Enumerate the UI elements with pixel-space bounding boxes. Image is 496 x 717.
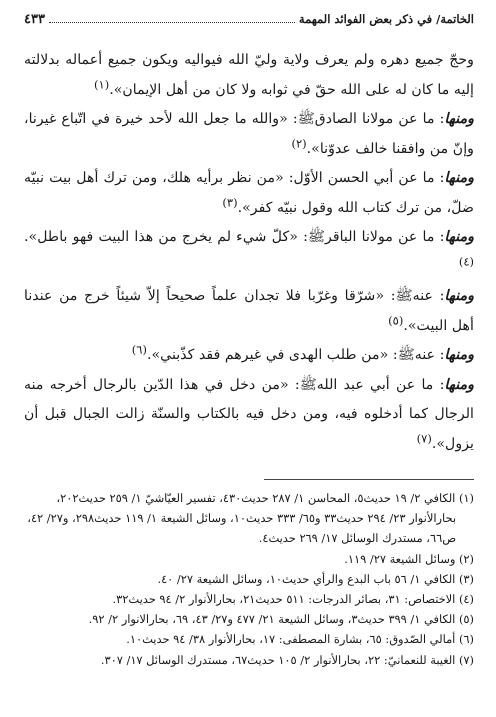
footnote-ref[interactable]: (٢) (291, 135, 307, 150)
footnote-ref[interactable]: (٣) (222, 194, 238, 209)
footnote-ref[interactable]: (١) (94, 76, 110, 91)
book-page (24, 12, 474, 702)
header-dot-leader (49, 22, 295, 23)
paragraph: ومنها: عنهﷺ: «من طلب الهدى في غيرهم فقد كذّبني».$^{(٦)}$ (131, 342, 474, 363)
paragraph: ومنها: ما عن مولانا الصادقﷺ: «والله ما جعل الله لأحد خيرة في اتّباع غيرنا، وإنّ من وافقنا خالف عدوّنا».$^{(٢)}$ (24, 111, 474, 157)
paragraph: وحجّ جميع دهره ولم يعرف ولاية وليّ الله فيواليه ويكون جميع أعماله بدلالته إليه ما كان له على الله حقّ في ثوابه ولا كان من أهل الإيمان».$^{(١)}$ (24, 52, 474, 98)
paragraph: ومنها: ما عن مولانا الباقرﷺ: «كلّ شيء لم يخرج من هذا البيت فهو باطل».$^{(٤)}$ (24, 229, 474, 268)
paragraph-lead: ومنها (444, 376, 474, 393)
footnote-item: (٦) أمالي الصّدوق: ٦٥، بشارة المصطفى: ١٧، بحارالأنوار ٣٨/ ٩٤ حديث١٠. (126, 632, 474, 647)
main-text (24, 46, 474, 459)
paragraph-lead: ومنها (444, 347, 474, 363)
footnote-item: (٢) وسائل الشيعة ٢٧/ ١١٩. (344, 551, 474, 566)
page-number: ٤٣٣ (24, 12, 45, 27)
footnote-item: (٥) الكافي ١/ ٣٩٩ حديث٣، وسائل الشيعة ٢١/ ٤٧٧ و٢٧/ ٤٣، ٦٩، بحارالانوار ٢/ ٩٢. (88, 612, 474, 627)
header-title: الخاتمة/ في ذكر بعض الفوائد المهمة (298, 12, 474, 26)
paragraph-lead: ومنها (444, 111, 474, 127)
paragraph: ومنها: عنهﷺ: «شرّقا وغرّبا فلا تجدان علماً صحيحاً إلاّ شيئاً خرج من عندنا أهل البيت».$^{(٥)}$ (24, 288, 474, 334)
footnotes (24, 488, 474, 670)
footnote-item: (٤) الاختصاص: ٣١، بصائر الدرجات: ٥١١ حديث٢١، بحارالأنوار ٢/ ٩٤ حديث٣٢. (112, 592, 474, 607)
paragraph-lead: ومنها (444, 229, 474, 245)
paragraph: ومنها: ما عن أبي عبد اللهﷺ: «من دخل في هذا الدّين بالرجال أخرجه منه الرجال كما أدخلوه فيه، ومن دخل فيه بالكتاب والسنّة زالت الجبال قبل أن يزول».$^{(٧)}$ (24, 376, 474, 452)
footnote-separator (264, 479, 474, 480)
footnote-ref[interactable]: (٦) (131, 342, 147, 357)
footnote-ref[interactable]: (٥) (388, 312, 404, 327)
footnote-item: (٣) الكافي ١/ ٥٦ باب البدع والرأي حديث١٠، وسائل الشيعة ٢٧/ ٤٠. (157, 571, 474, 586)
footnote-ref[interactable]: (٧) (416, 430, 432, 445)
paragraph-lead: ومنها (444, 288, 474, 304)
footnote-item: (٧) الغيبة للنعمانيّ: ٢٢، بحارالأنوار ٢/ ١٠٥ حديث٦٧، مستدرك الوسائل ١٧/ ٣٠٧. (100, 652, 474, 667)
paragraph-lead: ومنها (444, 170, 474, 186)
running-header (24, 12, 474, 32)
footnote-ref[interactable]: (٤) (458, 253, 474, 268)
footnote-item: (١) الكافي ٢/ ١٩ حديث٥، المحاسن ١/ ٢٨٧ حديث٤٣٠، تفسير العيّاشيّ ١/ ٢٥٩ حديث٢٠٢، بحارالأنوار ٢٣/ ٢٩٤ حديث٣٣ و٦٥/ ٣٣٣ حديث١٠، وسائل الشيعة ١/ ١١٩ حديث٢٩٨، و٢٧/ ٤٢، ص٦٦، مستدرك الوسائل ١٧/ ٢٦٩ حديث٤. (27, 491, 474, 546)
paragraph: ومنها: ما عن أبي الحسن الأوّل: «من نظر برأيه هلك، ومن ترك أهل بيت نبيّه ضلّ، من ترك كتاب الله وقول نبيّه كفر».$^{(٣)}$ (24, 170, 474, 216)
